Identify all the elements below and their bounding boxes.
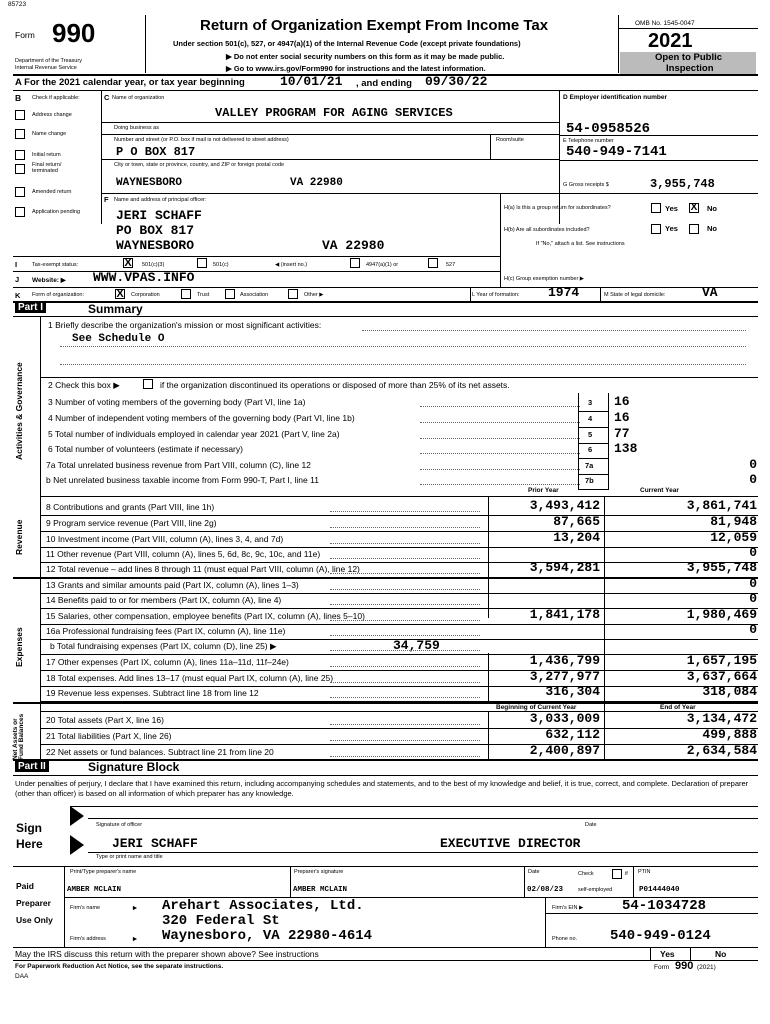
gov-line-text: 4 Number of independent voting members of the governing body (Part VI, line 1b) <box>48 413 355 423</box>
street-label: Number and street (or P.O. box if mail is not delivered to street address) <box>114 137 289 143</box>
revenue-current-value: 81,948 <box>710 514 757 529</box>
net-assets-current-value: 2,634,584 <box>686 743 757 758</box>
revenue-prior-value: 87,665 <box>553 514 600 529</box>
h-a-question: H(a) Is this a group return for subordinates? <box>504 205 611 211</box>
firm-ein: 54-1034728 <box>622 898 707 914</box>
association-checkbox[interactable] <box>225 289 235 299</box>
tax-year-begin: 10/01/21 <box>280 74 343 89</box>
expense-line-text: 15 Salaries, other compensation, employee benefits (Part IX, column (A), lines 5–10) <box>46 611 365 621</box>
paperwork-notice: For Paperwork Reduction Act Notice, see the separate instructions. <box>15 963 224 970</box>
gov-line-text: 3 Number of voting members of the governing body (Part VI, line 1a) <box>48 397 306 407</box>
gov-line-text: b Net unrelated business taxable income from Form 990-T, Part I, line 11 <box>46 475 319 485</box>
gov-line-value: 138 <box>614 441 638 456</box>
revenue-line-text: 8 Contributions and grants (Part VIII, line 1h) <box>46 502 215 512</box>
part-1-tag: Part I <box>15 302 46 313</box>
net-assets-line-text: 20 Total assets (Part X, line 16) <box>46 715 164 725</box>
501c3-label: 501(c)(3) <box>142 262 165 268</box>
expense-current-value: 3,637,664 <box>686 669 757 684</box>
gov-line-text: 6 Total number of volunteers (estimate if necessary) <box>48 444 243 454</box>
footer-form-number: 990 <box>675 960 694 972</box>
application-pending-label: Application pending <box>32 209 81 215</box>
application-pending-checkbox[interactable] <box>15 207 25 217</box>
firm-name-label: Firm's name <box>70 905 101 911</box>
net-assets-current-value: 499,888 <box>702 727 757 742</box>
insert-no-label: ◀ (insert no.) <box>275 262 308 268</box>
instructions-link: ▶ Go to www.irs.gov/Form990 for instructions and the latest information. <box>226 64 486 73</box>
use-only-label: Use Only <box>16 915 53 925</box>
sign-date-label: Date <box>585 822 597 828</box>
principal-officer-name: JERI SCHAFF <box>116 208 202 223</box>
revenue-line-text: 9 Program service revenue (Part VIII, line 2g) <box>46 518 217 528</box>
gov-line-text: 5 Total number of individuals employed in calendar year 2021 (Part V, line 2a) <box>48 429 340 439</box>
association-label: Association <box>240 292 269 298</box>
expense-line-text: 14 Benefits paid to or for members (Part IX, column (A), line 4) <box>46 595 282 605</box>
city: WAYNESBORO <box>116 177 183 189</box>
revenue-current-value: 3,955,748 <box>686 560 757 575</box>
form-title: Return of Organization Exempt From Income Tax <box>200 17 549 34</box>
net-assets-current-value: 3,134,472 <box>686 711 757 726</box>
dept-treasury: Department of the Treasury <box>15 58 82 64</box>
revenue-current-value: 12,059 <box>710 530 757 545</box>
firm-address-2: Waynesboro, VA 22980-4614 <box>162 928 373 944</box>
phone-label: Phone no. <box>552 936 578 942</box>
principal-officer-city: WAYNESBORO <box>116 238 195 253</box>
527-label: 527 <box>446 262 456 268</box>
legal-domicile-label: M State of legal domicile: <box>604 292 666 298</box>
part-2-title: Signature Block <box>88 760 180 774</box>
year-formed: 1974 <box>548 285 580 300</box>
gov-line-number: 7b <box>585 476 594 485</box>
revenue-prior-value: 13,204 <box>553 530 600 545</box>
open-to-public: Open to Public <box>655 52 723 63</box>
type-print-label: Type or print name and title <box>96 854 163 860</box>
gov-line-value: 16 <box>614 410 630 425</box>
expense-current-value: 0 <box>749 622 757 637</box>
principal-officer-state-zip: VA 22980 <box>322 238 385 253</box>
revenue-side-label: Revenue <box>14 519 24 555</box>
officer-title: EXECUTIVE DIRECTOR <box>440 836 581 851</box>
revenue-prior-value: 3,594,281 <box>529 560 600 575</box>
gov-line-number: 7a <box>585 461 594 470</box>
revenue-line-text: 12 Total revenue – add lines 8 through 11 (must equal Part VIII, column (A), line 12) <box>46 564 360 574</box>
4947-label: 4947(a)(1) or <box>366 262 399 268</box>
501c-label: 501(c) <box>213 262 229 268</box>
address-change-label: Address change <box>32 112 72 118</box>
net-assets-line-text: 22 Net assets or fund balances. Subtract line 21 from line 20 <box>46 747 274 757</box>
h-b-no-checkbox[interactable] <box>689 224 699 234</box>
line-2-text-b: if the organization discontinued its operations or disposed of more than 25% of its net assets. <box>160 380 510 390</box>
website-label: Website: ▶ <box>32 277 66 284</box>
check-label: Check <box>578 871 594 877</box>
current-year-header: Current Year <box>640 487 679 494</box>
gov-line-value: 0 <box>749 457 757 472</box>
other-label: Other ▶ <box>304 292 324 298</box>
net-assets-side-label: Net Assets or Fund Balances <box>12 713 25 760</box>
h-a-yes-checkbox[interactable] <box>651 203 661 213</box>
prior-year-header: Prior Year <box>528 487 559 494</box>
firm-name-arrow: ▸ <box>133 903 137 912</box>
principal-officer-address: PO BOX 817 <box>116 223 195 238</box>
firm-ein-label: Firm's EIN ▶ <box>552 905 584 911</box>
corporation-label: Corporation <box>131 292 160 298</box>
revenue-line-text: 11 Other revenue (Part VIII, column (A), lines 5, 6d, 8c, 9c, 10c, and 11e) <box>46 549 321 559</box>
amended-return-label: Amended return <box>32 189 72 195</box>
principal-officer-label: Name and address of principal officer: <box>114 197 207 203</box>
expense-current-value: 1,980,469 <box>686 607 757 622</box>
gov-line-number: 4 <box>588 414 593 423</box>
discuss-yes[interactable]: Yes <box>660 949 675 959</box>
expense-line-text: 18 Total expenses. Add lines 13–17 (must equal Part IX, column (A), line 25) <box>46 673 334 683</box>
net-assets-prior-value: 2,400,897 <box>529 743 600 758</box>
firm-address-label: Firm's address <box>70 936 106 942</box>
org-name-label: Name of organization <box>112 95 165 101</box>
tax-year: 2021 <box>648 30 693 52</box>
preparer-signature: AMBER MCLAIN <box>293 886 348 894</box>
expense-current-value: 318,084 <box>702 684 757 699</box>
expense-current-value: 1,657,195 <box>686 653 757 668</box>
preparer-label: Preparer <box>16 898 51 908</box>
gov-line-value: 16 <box>614 394 630 409</box>
self-employed-checkbox[interactable] <box>612 869 622 879</box>
section-c-label: C <box>104 93 110 102</box>
form-of-org-label: Form of organization: <box>32 292 84 298</box>
section-k-label: K <box>15 291 21 300</box>
h-b-no-label: No <box>707 224 717 233</box>
warning-ssn: ▶ Do not enter social security numbers on this form as it may be made public. <box>226 52 505 61</box>
sign-label: Sign <box>16 821 42 835</box>
fundraising-16b-value: 34,759 <box>393 638 440 653</box>
dba-label: Doing business as <box>114 125 159 131</box>
perjury-statement: Under penalties of perjury, I declare that I have examined this return, including accompanying schedules and statements, and to the best of my knowledge and belief, it is true, correct, and complete. Declaration of preparer (other than officer) is based on all information of which preparer has any knowledge. <box>15 779 749 798</box>
preparer-name-label: Print/Type preparer's name <box>70 869 137 875</box>
section-i-label: I <box>15 260 18 269</box>
revenue-line-text: 10 Investment income (Part VIII, column (A), lines 3, 4, and 7d) <box>46 534 284 544</box>
document-id: 85723 <box>8 1 27 8</box>
year-formed-label: L Year of formation: <box>472 292 520 298</box>
section-f-label: F <box>104 195 109 204</box>
activities-governance-label: Activities & Governance <box>14 362 24 460</box>
telephone-value: 540-949-7141 <box>566 144 667 160</box>
expense-prior-value: 316,304 <box>545 684 600 699</box>
expenses-side-label: Expenses <box>14 627 24 667</box>
website-value[interactable]: WWW.VPAS.INFO <box>93 270 195 285</box>
revenue-current-value: 3,861,741 <box>686 498 757 513</box>
end-year-header: End of Year <box>660 704 696 711</box>
gov-line-value: 0 <box>749 472 757 487</box>
city-label: City or town, state or province, country, and ZIP or foreign postal code <box>114 162 285 168</box>
527-checkbox[interactable] <box>428 258 438 268</box>
section-j-label: J <box>15 275 20 284</box>
amended-return-checkbox[interactable] <box>15 187 25 197</box>
inspection: Inspection <box>666 63 714 74</box>
firm-address-arrow: ▸ <box>133 934 137 943</box>
state-zip: VA 22980 <box>290 177 343 189</box>
ptin-value: P01444040 <box>639 886 680 894</box>
name-change-checkbox[interactable] <box>15 129 25 139</box>
discuss-no[interactable]: No <box>715 949 727 959</box>
final-return-checkbox[interactable] <box>15 164 25 174</box>
h-a-no-label: No <box>707 204 717 213</box>
self-employed-label: self-employed <box>578 887 613 893</box>
organization-name: VALLEY PROGRAM FOR AGING SERVICES <box>215 106 453 120</box>
line-2-text-a: 2 Check this box ▶ <box>48 380 120 390</box>
h-c-label: H(c) Group exemption number ▶ <box>504 276 585 282</box>
preparer-sig-label: Preparer's signature <box>294 869 344 875</box>
expense-current-value: 0 <box>749 576 757 591</box>
gross-receipts-label: G Gross receipts $ <box>563 182 609 188</box>
firm-address-1: 320 Federal St <box>162 913 280 929</box>
net-assets-line-text: 21 Total liabilities (Part X, line 26) <box>46 731 172 741</box>
final-return-label: Final return/ terminated <box>32 162 62 174</box>
footer-form-year: (2021) <box>697 964 716 971</box>
section-b-label: B <box>15 93 22 103</box>
name-change-label: Name change <box>32 131 67 137</box>
tax-year-end: 09/30/22 <box>425 74 488 89</box>
gov-line-text: 7a Total unrelated business revenue from Part VIII, column (C), line 12 <box>46 460 311 470</box>
other-checkbox[interactable] <box>288 289 298 299</box>
beginning-year-header: Beginning of Current Year <box>496 704 577 711</box>
expense-line-text: 17 Other expenses (Part IX, column (A), lines 11a–11d, 11f–24e) <box>46 657 289 667</box>
h-b-yes-label: Yes <box>665 224 678 233</box>
here-label: Here <box>16 837 43 851</box>
expense-line-text: 16a Professional fundraising fees (Part IX, column (A), line 11e) <box>46 626 286 636</box>
preparer-date-label: Date <box>528 869 540 875</box>
preparer-date: 02/08/23 <box>527 886 564 894</box>
expense-current-value: 0 <box>749 591 757 606</box>
expense-prior-value: 1,841,178 <box>529 607 600 622</box>
line-a-label: A For the 2021 calendar year, or tax year beginning <box>15 77 245 88</box>
gov-line-number: 3 <box>588 398 593 407</box>
h-a-yes-label: Yes <box>665 204 678 213</box>
corporation-checkbox[interactable]: X <box>116 288 124 300</box>
part-1-title: Summary <box>88 302 143 316</box>
signature-officer-label: Signature of officer <box>96 822 143 828</box>
initial-return-label: Initial return <box>32 152 61 158</box>
expense-line-text: b Total fundraising expenses (Part IX, column (D), line 25) ▶ <box>50 641 277 651</box>
address-change-checkbox[interactable] <box>15 110 25 120</box>
ein-label: D Employer identification number <box>563 94 668 101</box>
expense-prior-value: 1,436,799 <box>529 653 600 668</box>
preparer-name: AMBER MCLAIN <box>67 886 122 894</box>
omb-number: OMB No. 1545-0047 <box>635 20 695 27</box>
4947-checkbox[interactable] <box>350 258 360 268</box>
footer-form-word: Form <box>654 964 670 971</box>
mission-value: See Schedule O <box>72 333 165 345</box>
h-b-yes-checkbox[interactable] <box>651 224 661 234</box>
trust-checkbox[interactable] <box>181 289 191 299</box>
ptin-label: PTIN <box>638 869 651 875</box>
gov-line-number: 6 <box>588 445 593 454</box>
irs-label: Internal Revenue Service <box>15 65 77 71</box>
form-word: Form <box>15 30 35 40</box>
line-1-text: 1 Briefly describe the organization's mission or most significant activities: <box>48 320 322 330</box>
form-number: 990 <box>52 18 96 48</box>
firm-name: Arehart Associates, Ltd. <box>162 898 364 914</box>
daa-label: DAA <box>15 973 29 980</box>
officer-name: JERI SCHAFF <box>112 836 198 851</box>
street-address: P O BOX 817 <box>116 145 196 159</box>
h-a-no-checkbox[interactable]: X <box>690 202 698 213</box>
net-assets-prior-value: 632,112 <box>545 727 600 742</box>
501c3-checkbox[interactable]: X <box>124 257 132 269</box>
ein-value: 54-0958526 <box>566 121 651 137</box>
irs-discuss-question: May the IRS discuss this return with the preparer shown above? See instructions <box>15 949 319 959</box>
room-suite-label: Room/suite <box>496 137 524 143</box>
legal-domicile: VA <box>702 285 718 300</box>
expense-prior-value: 3,277,977 <box>529 669 600 684</box>
501c-checkbox[interactable] <box>197 258 207 268</box>
gov-line-number: 5 <box>588 430 593 439</box>
revenue-prior-value: 3,493,412 <box>529 498 600 513</box>
discontinued-checkbox[interactable] <box>143 379 153 389</box>
net-assets-prior-value: 3,033,009 <box>529 711 600 726</box>
expense-line-text: 13 Grants and similar amounts paid (Part IX, column (A), lines 1–3) <box>46 580 299 590</box>
gross-receipts-value: 3,955,748 <box>650 177 715 191</box>
expense-line-text: 19 Revenue less expenses. Subtract line 18 from line 12 <box>46 688 259 698</box>
telephone-label: E Telephone number <box>563 138 614 144</box>
tax-exempt-status-label: Tax-exempt status: <box>32 262 79 268</box>
check-if-applicable: Check if applicable: <box>32 95 80 101</box>
if-label: if <box>625 871 628 877</box>
trust-label: Trust <box>197 292 210 298</box>
h-b-note: If "No," attach a list. See instructions <box>536 241 625 247</box>
revenue-current-value: 0 <box>749 545 757 560</box>
and-ending-label: , and ending <box>356 78 412 89</box>
form-subtitle: Under section 501(c), 527, or 4947(a)(1) of the Internal Revenue Code (except private foundations) <box>173 39 521 48</box>
initial-return-checkbox[interactable] <box>15 150 25 160</box>
gov-line-value: 77 <box>614 426 630 441</box>
h-b-question: H(b) Are all subordinates included? <box>504 227 590 233</box>
part-2-tag: Part II <box>15 761 49 772</box>
firm-phone: 540-949-0124 <box>610 928 711 944</box>
paid-label: Paid <box>16 881 34 891</box>
